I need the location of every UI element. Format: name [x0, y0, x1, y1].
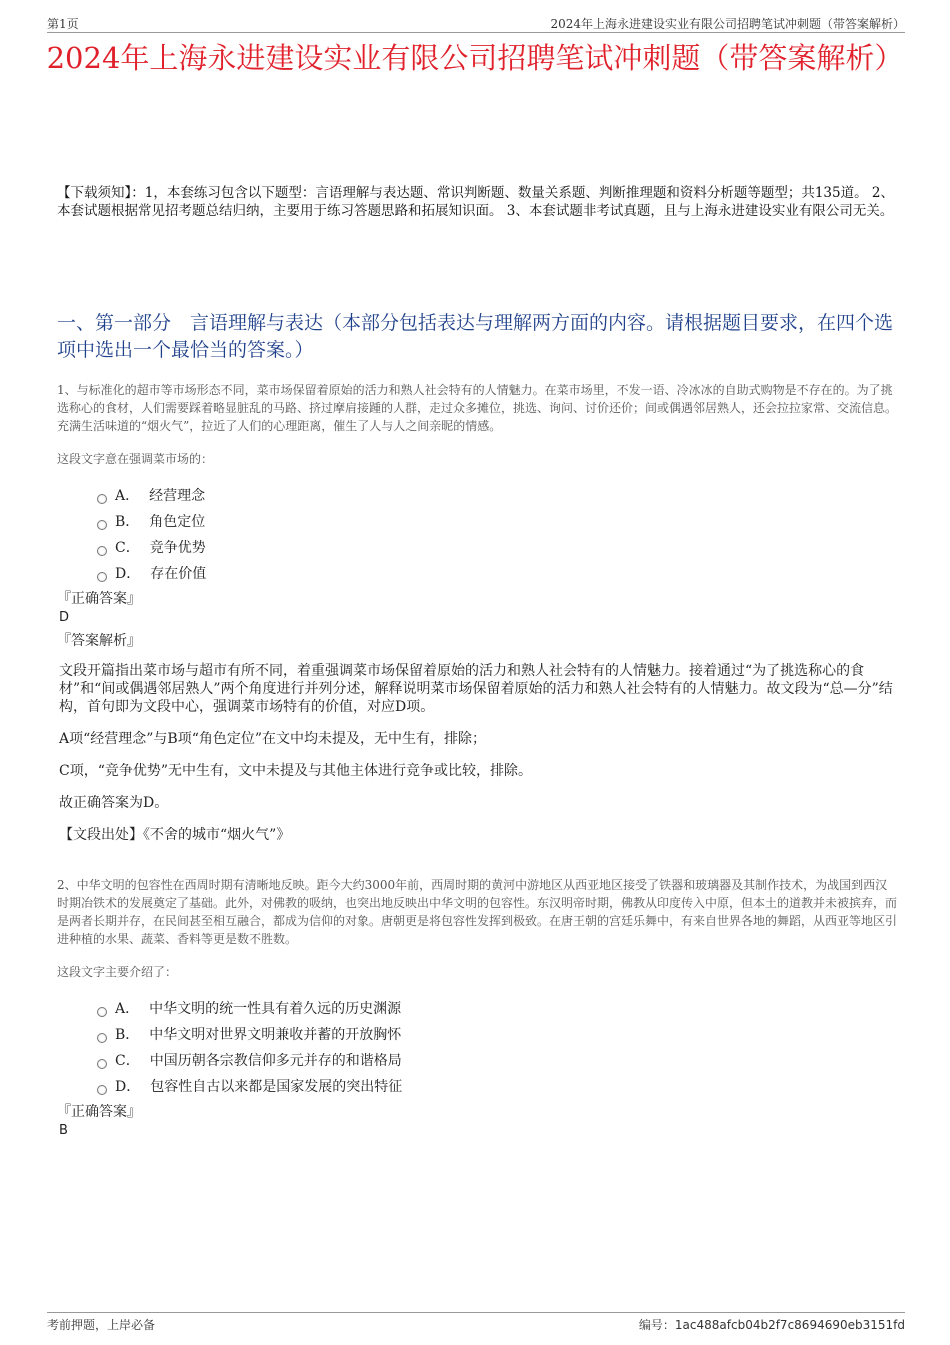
radio-icon[interactable] — [97, 520, 107, 530]
radio-icon[interactable] — [97, 572, 107, 582]
radio-icon[interactable] — [97, 494, 107, 504]
radio-icon[interactable] — [97, 1059, 107, 1069]
radio-icon[interactable] — [97, 546, 107, 556]
analysis-paragraph: 文段开篇指出菜市场与超市有所不同，着重强调菜市场保留着原始的活力和熟人社会特有的人情魅力。接着通过“为了挑选称心的食材”和“间或偶遇邻居熟人”两个角度进行并列分述，解释说明菜市场保留着原始的活力和熟人社会特有的人情魅力。故文段为“总—分”结构，首句即为文段中心，强调菜市场特有的价值，对应D项。 — [59, 663, 893, 715]
code-value: 1ac488afcb04b2f7c8694690eb3151fd — [674, 1318, 905, 1332]
section-title: 一、第一部分 言语理解与表达（本部分包括表达与理解两方面的内容。请根据题目要求，在四个选项中选出一个最恰当的答案。） — [57, 312, 894, 361]
option-text: 中国历朝各宗教信仰多元并存的和谐格局 — [149, 1053, 402, 1069]
page-footer — [47, 1312, 905, 1333]
option-text: 中华文明的统一性具有着久远的历史渊源 — [149, 1001, 402, 1017]
radio-icon[interactable] — [97, 1033, 107, 1043]
correct-answer-label: 『正确答案』 — [57, 1104, 141, 1120]
question-2-text: 2、中华文明的包容性在西周时期有清晰地反映。距今大约3000年前，西周时期的黄河中游地区从西亚地区接受了铁器和玻璃器及其制作技术，为战国到西汉时期冶铁术的发展奠定了基础。此外，对佛教的吸纳，也突出地反映出中华文明的包容性。东汉明帝时期，佛教从印度传入中原，但本土的道教并未被摈弃，而是两者长期并存，在民间甚至相互融合，都成为信仰的对象。唐朝更是将包容性发挥到极致。在唐王朝的宫廷乐舞中，有来自世界各地的舞蹈，从西亚等地区引进种植的水果、蔬菜、香料等更是数不胜数。 — [57, 878, 898, 946]
option-c[interactable] — [97, 534, 897, 560]
footer-code — [639, 1316, 905, 1333]
option-letter: C． — [115, 540, 140, 556]
analysis-paragraph: A项“经营理念”与B项“角色定位”在文中均未提及，无中生有，排除； — [59, 731, 487, 747]
question-2-prompt: 这段文字主要介绍了： — [57, 965, 178, 979]
page-header — [47, 14, 905, 33]
option-letter: B． — [115, 514, 140, 530]
question-1 — [57, 381, 897, 844]
download-notice: 【下载须知】：1，本套练习包含以下题型：言语理解与表达题、常识判断题、数量关系题、判断推理题和资料分析题等题型；共135道。 2、本套试题根据常见招考题总结归纳，主要用于练习答题思路和拓展知识面。 3、本套试题非考试真题，且与上海永进建设实业有限公司无关。 — [57, 185, 894, 219]
question-1-text: 1、与标准化的超市等市场形态不同，菜市场保留着原始的活力和熟人社会特有的人情魅力。在菜市场里，不发一语、冷冰冰的自助式购物是不存在的。为了挑选称心的食材，人们需要踩着略显脏乱的马路、挤过摩肩接踵的人群，走过众多摊位，挑选、询问、讨价还价；间或偶遇邻居熟人，还会拉拉家常、交流信息。充满生活味道的“烟火气”，拉近了人们的心理距离，催生了人与人之间亲昵的情感。 — [57, 383, 898, 433]
option-text: 竞争优势 — [149, 540, 206, 556]
option-letter: A． — [115, 488, 140, 504]
document-title: 2024年上海永进建设实业有限公司招聘笔试冲刺题（带答案解析） — [46, 41, 904, 75]
question-2-options — [57, 995, 897, 1099]
option-letter: D． — [115, 1079, 141, 1095]
footer-slogan: 考前押题，上岸必备 — [47, 1318, 156, 1332]
option-text: 角色定位 — [149, 514, 206, 530]
option-letter: A． — [115, 1001, 140, 1017]
option-letter: D． — [115, 566, 141, 582]
question-2 — [57, 876, 897, 1139]
option-text: 经营理念 — [149, 488, 206, 504]
option-letter: B． — [115, 1027, 140, 1043]
option-text: 存在价值 — [150, 566, 207, 582]
question-1-options — [57, 482, 897, 586]
analysis — [57, 662, 897, 844]
analysis-label: 『答案解析』 — [57, 633, 141, 649]
radio-icon[interactable] — [97, 1007, 107, 1017]
option-b[interactable] — [97, 1021, 897, 1047]
correct-answer-label: 『正确答案』 — [57, 591, 141, 607]
analysis-paragraph: C项，“竞争优势”无中生有，文中未提及与其他主体进行竞争或比较，排除。 — [59, 763, 533, 779]
question-1-prompt: 这段文字意在强调菜市场的： — [57, 452, 214, 466]
option-c[interactable] — [97, 1047, 897, 1073]
option-d[interactable] — [97, 1073, 897, 1099]
option-d[interactable] — [97, 560, 897, 586]
option-a[interactable] — [97, 482, 897, 508]
analysis-paragraph: 故正确答案为D。 — [59, 795, 169, 811]
text-source: 【文段出处】《不舍的城市“烟火气”》 — [59, 827, 291, 843]
header-doc-title: 2024年上海永进建设实业有限公司招聘笔试冲刺题（带答案解析） — [550, 17, 905, 31]
correct-answer: B — [59, 1123, 68, 1138]
option-b[interactable] — [97, 508, 897, 534]
option-a[interactable] — [97, 995, 897, 1021]
code-label: 编号： — [638, 1318, 675, 1332]
option-text: 中华文明对世界文明兼收并蓄的开放胸怀 — [149, 1027, 402, 1043]
page-number: 第1页 — [47, 17, 79, 31]
correct-answer: D — [59, 610, 70, 625]
radio-icon[interactable] — [97, 1085, 107, 1095]
option-letter: C． — [115, 1053, 140, 1069]
option-text: 包容性自古以来都是国家发展的突出特征 — [150, 1079, 403, 1095]
